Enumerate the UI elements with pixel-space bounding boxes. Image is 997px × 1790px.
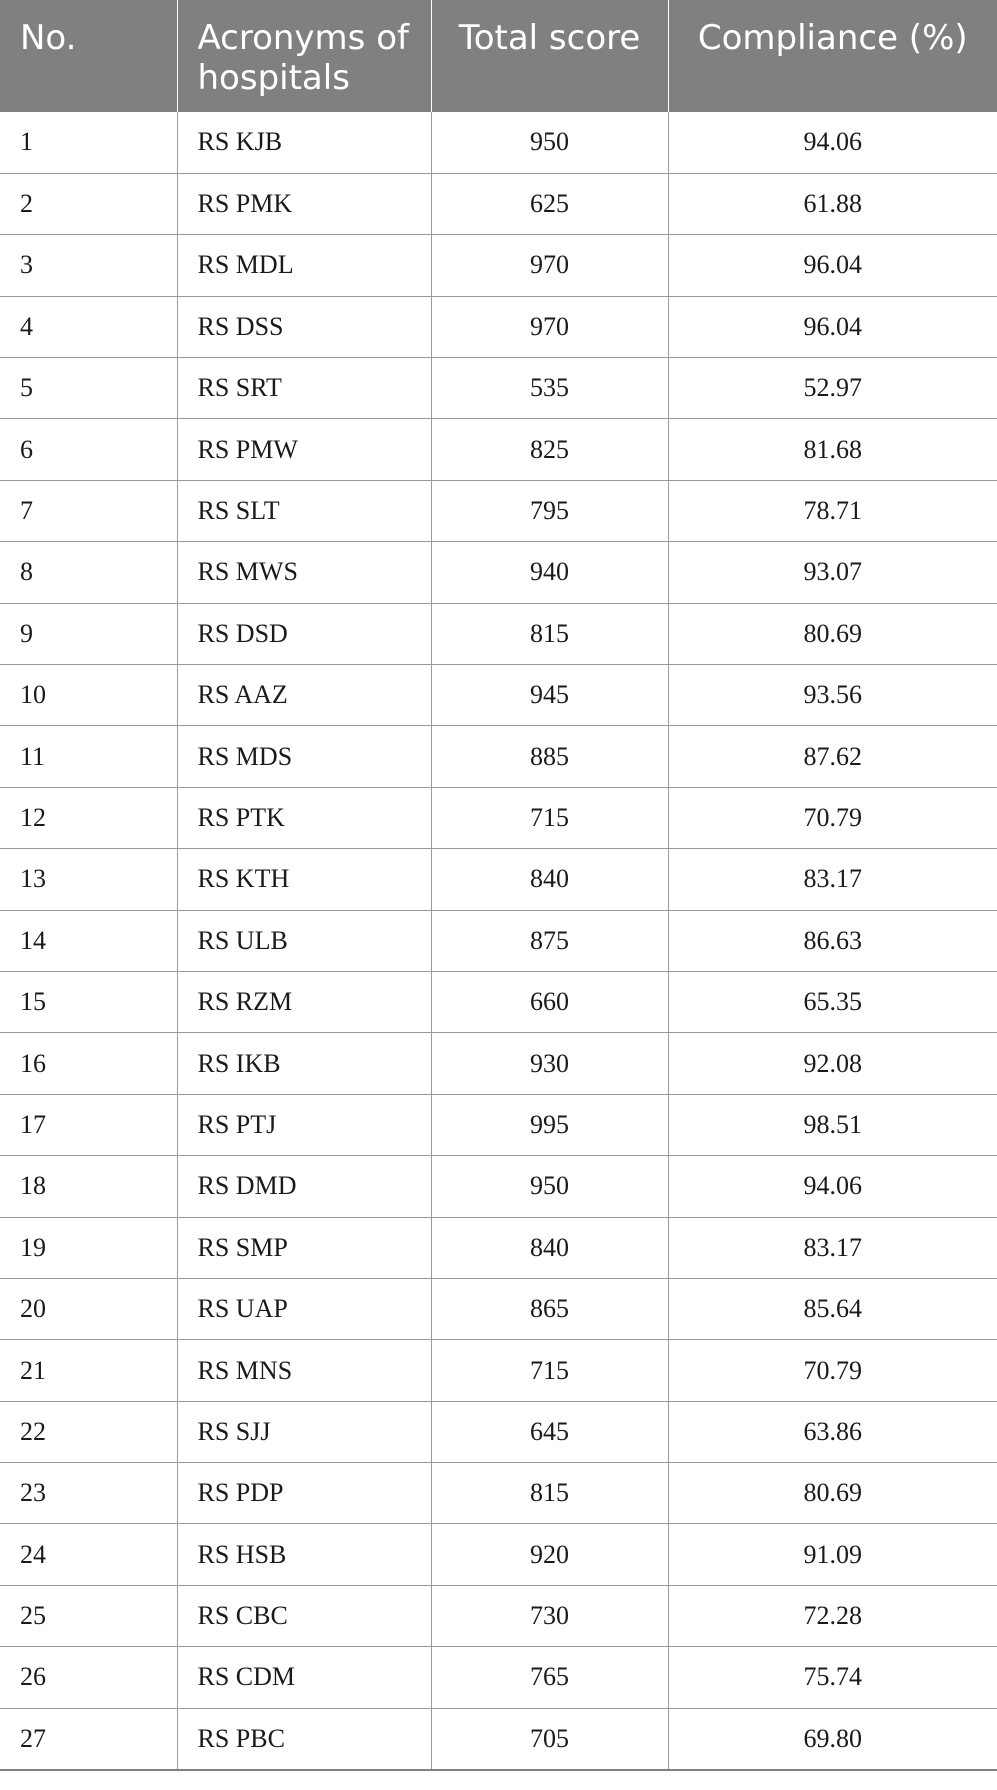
- cell-compliance: 94.06: [668, 1156, 997, 1217]
- header-total-score: Total score: [431, 0, 668, 112]
- cell-no: 4: [0, 296, 177, 357]
- cell-compliance: 70.79: [668, 787, 997, 848]
- cell-hospital-acronym: RS MDL: [177, 235, 431, 296]
- cell-no: 5: [0, 358, 177, 419]
- cell-hospital-acronym: RS CDM: [177, 1647, 431, 1708]
- cell-compliance: 87.62: [668, 726, 997, 787]
- cell-compliance: 65.35: [668, 971, 997, 1032]
- cell-hospital-acronym: RS PMK: [177, 173, 431, 234]
- table-row: [0, 112, 997, 173]
- cell-total-score: 995: [431, 1094, 668, 1155]
- cell-total-score: 815: [431, 603, 668, 664]
- cell-hospital-acronym: RS PDP: [177, 1463, 431, 1524]
- cell-hospital-acronym: RS KJB: [177, 112, 431, 173]
- cell-no: 6: [0, 419, 177, 480]
- cell-compliance: 94.06: [668, 112, 997, 173]
- cell-no: 13: [0, 849, 177, 910]
- cell-total-score: 730: [431, 1585, 668, 1646]
- cell-compliance: 75.74: [668, 1647, 997, 1708]
- table-row: [0, 665, 997, 726]
- cell-no: 2: [0, 173, 177, 234]
- cell-total-score: 715: [431, 1340, 668, 1401]
- cell-hospital-acronym: RS MNS: [177, 1340, 431, 1401]
- cell-compliance: 96.04: [668, 235, 997, 296]
- table-row: [0, 1463, 997, 1524]
- cell-no: 15: [0, 971, 177, 1032]
- cell-total-score: 825: [431, 419, 668, 480]
- cell-compliance: 92.08: [668, 1033, 997, 1094]
- header-acronyms: Acronyms of hospitals: [177, 0, 431, 112]
- cell-no: 26: [0, 1647, 177, 1708]
- cell-hospital-acronym: RS CBC: [177, 1585, 431, 1646]
- table-row: [0, 480, 997, 541]
- table-row: [0, 1278, 997, 1339]
- cell-no: 8: [0, 542, 177, 603]
- cell-total-score: 970: [431, 235, 668, 296]
- cell-compliance: 63.86: [668, 1401, 997, 1462]
- cell-hospital-acronym: RS SJJ: [177, 1401, 431, 1462]
- cell-total-score: 875: [431, 910, 668, 971]
- cell-hospital-acronym: RS MDS: [177, 726, 431, 787]
- cell-hospital-acronym: RS SRT: [177, 358, 431, 419]
- cell-compliance: 91.09: [668, 1524, 997, 1585]
- cell-hospital-acronym: RS DMD: [177, 1156, 431, 1217]
- table-row: [0, 419, 997, 480]
- cell-compliance: 52.97: [668, 358, 997, 419]
- cell-total-score: 970: [431, 296, 668, 357]
- cell-hospital-acronym: RS HSB: [177, 1524, 431, 1585]
- cell-no: 20: [0, 1278, 177, 1339]
- table-row: [0, 296, 997, 357]
- cell-compliance: 61.88: [668, 173, 997, 234]
- cell-no: 19: [0, 1217, 177, 1278]
- cell-compliance: 93.07: [668, 542, 997, 603]
- cell-compliance: 83.17: [668, 849, 997, 910]
- table-row: [0, 1401, 997, 1462]
- cell-no: 3: [0, 235, 177, 296]
- cell-hospital-acronym: RS MWS: [177, 542, 431, 603]
- cell-compliance: 80.69: [668, 1463, 997, 1524]
- cell-total-score: 705: [431, 1708, 668, 1769]
- table-header: [0, 0, 997, 112]
- cell-total-score: 765: [431, 1647, 668, 1708]
- cell-total-score: 715: [431, 787, 668, 848]
- cell-hospital-acronym: RS PTJ: [177, 1094, 431, 1155]
- table-row: [0, 726, 997, 787]
- cell-hospital-acronym: RS PMW: [177, 419, 431, 480]
- cell-no: 10: [0, 665, 177, 726]
- cell-no: 23: [0, 1463, 177, 1524]
- cell-no: 27: [0, 1708, 177, 1769]
- cell-no: 1: [0, 112, 177, 173]
- cell-total-score: 815: [431, 1463, 668, 1524]
- cell-compliance: 81.68: [668, 419, 997, 480]
- table-row: [0, 358, 997, 419]
- cell-hospital-acronym: RS UAP: [177, 1278, 431, 1339]
- table-row: [0, 1033, 997, 1094]
- table-row: [0, 1585, 997, 1646]
- table-row: [0, 1647, 997, 1708]
- cell-no: 9: [0, 603, 177, 664]
- cell-no: 18: [0, 1156, 177, 1217]
- table-body: [0, 112, 997, 1770]
- cell-hospital-acronym: RS RZM: [177, 971, 431, 1032]
- header-row: [0, 0, 997, 112]
- table-row: [0, 787, 997, 848]
- table-row: [0, 1156, 997, 1217]
- cell-compliance: 83.17: [668, 1217, 997, 1278]
- table-row: [0, 1094, 997, 1155]
- cell-hospital-acronym: RS SMP: [177, 1217, 431, 1278]
- table-row: [0, 971, 997, 1032]
- cell-compliance: 80.69: [668, 603, 997, 664]
- cell-total-score: 840: [431, 1217, 668, 1278]
- cell-total-score: 865: [431, 1278, 668, 1339]
- cell-total-score: 535: [431, 358, 668, 419]
- cell-compliance: 96.04: [668, 296, 997, 357]
- cell-hospital-acronym: RS DSS: [177, 296, 431, 357]
- table-row: [0, 1524, 997, 1585]
- cell-no: 12: [0, 787, 177, 848]
- table-row: [0, 1217, 997, 1278]
- cell-total-score: 645: [431, 1401, 668, 1462]
- cell-no: 7: [0, 480, 177, 541]
- cell-compliance: 70.79: [668, 1340, 997, 1401]
- cell-compliance: 86.63: [668, 910, 997, 971]
- cell-compliance: 85.64: [668, 1278, 997, 1339]
- table-row: [0, 1708, 997, 1769]
- cell-total-score: 930: [431, 1033, 668, 1094]
- cell-hospital-acronym: RS DSD: [177, 603, 431, 664]
- cell-no: 21: [0, 1340, 177, 1401]
- cell-compliance: 98.51: [668, 1094, 997, 1155]
- table-row: [0, 910, 997, 971]
- cell-hospital-acronym: RS IKB: [177, 1033, 431, 1094]
- cell-hospital-acronym: RS AAZ: [177, 665, 431, 726]
- cell-compliance: 69.80: [668, 1708, 997, 1769]
- cell-total-score: 660: [431, 971, 668, 1032]
- cell-total-score: 945: [431, 665, 668, 726]
- cell-no: 11: [0, 726, 177, 787]
- cell-total-score: 840: [431, 849, 668, 910]
- cell-total-score: 950: [431, 1156, 668, 1217]
- cell-no: 24: [0, 1524, 177, 1585]
- cell-no: 16: [0, 1033, 177, 1094]
- cell-total-score: 920: [431, 1524, 668, 1585]
- cell-hospital-acronym: RS PTK: [177, 787, 431, 848]
- cell-total-score: 950: [431, 112, 668, 173]
- cell-compliance: 93.56: [668, 665, 997, 726]
- table-row: [0, 603, 997, 664]
- cell-compliance: 78.71: [668, 480, 997, 541]
- cell-no: 14: [0, 910, 177, 971]
- cell-hospital-acronym: RS ULB: [177, 910, 431, 971]
- cell-compliance: 72.28: [668, 1585, 997, 1646]
- cell-no: 22: [0, 1401, 177, 1462]
- cell-total-score: 795: [431, 480, 668, 541]
- cell-hospital-acronym: RS PBC: [177, 1708, 431, 1769]
- cell-no: 17: [0, 1094, 177, 1155]
- header-compliance: Compliance (%): [668, 0, 997, 112]
- header-no: No.: [0, 0, 177, 112]
- cell-total-score: 885: [431, 726, 668, 787]
- cell-total-score: 625: [431, 173, 668, 234]
- cell-total-score: 940: [431, 542, 668, 603]
- table-row: [0, 849, 997, 910]
- cell-hospital-acronym: RS KTH: [177, 849, 431, 910]
- cell-hospital-acronym: RS SLT: [177, 480, 431, 541]
- table-row: [0, 542, 997, 603]
- table-row: [0, 173, 997, 234]
- cell-no: 25: [0, 1585, 177, 1646]
- table-row: [0, 235, 997, 296]
- table-row: [0, 1340, 997, 1401]
